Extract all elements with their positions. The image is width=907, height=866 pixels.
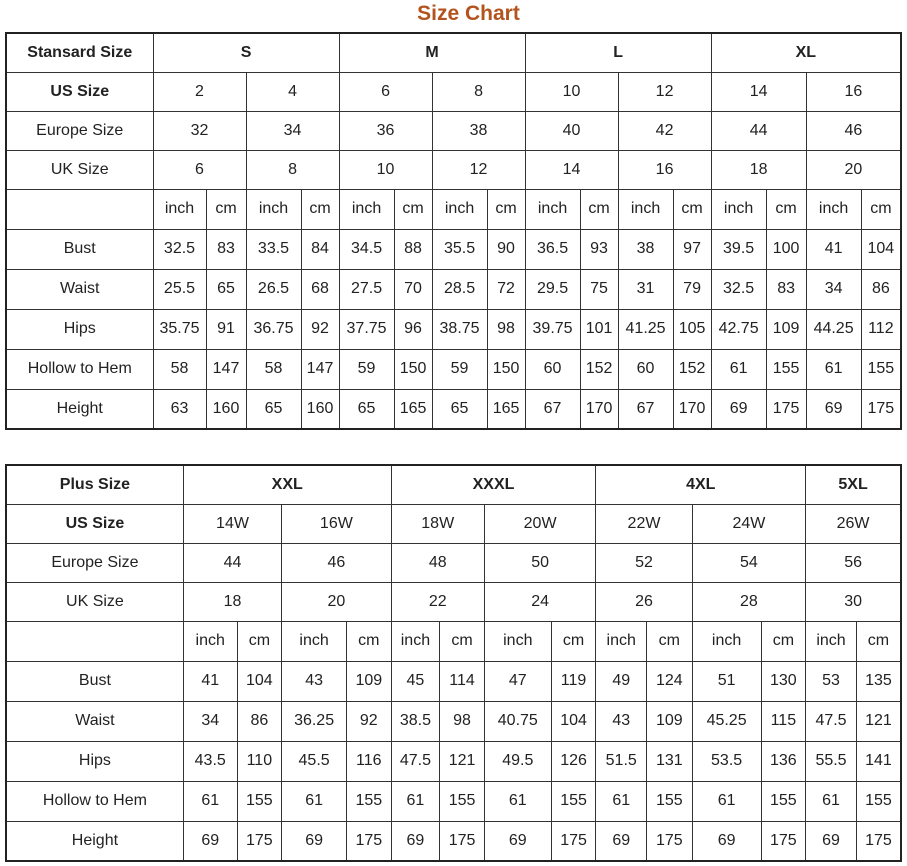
measurement-value: 53 (806, 661, 857, 701)
measurement-value: 175 (347, 821, 392, 861)
size-header-label: Stansard Size (6, 33, 153, 72)
europe-size-row (6, 111, 901, 150)
measurement-row (6, 661, 901, 701)
measurement-value: 60 (618, 349, 673, 389)
unit-cm: cm (766, 189, 806, 229)
measurement-label: Waist (6, 701, 183, 741)
uk-size-value: 8 (246, 150, 339, 189)
unit-row-blank (6, 621, 183, 661)
measurement-value: 38.5 (391, 701, 440, 741)
measurement-value: 69 (596, 821, 647, 861)
measurement-value: 65 (206, 269, 246, 309)
measurement-value: 135 (856, 661, 901, 701)
measurement-value: 124 (647, 661, 693, 701)
measurement-value: 61 (711, 349, 766, 389)
unit-cm: cm (206, 189, 246, 229)
measurement-value: 109 (347, 661, 392, 701)
us-size-value: 10 (525, 72, 618, 111)
measurement-value: 69 (391, 821, 440, 861)
uk-size-value: 28 (692, 582, 806, 621)
unit-cm: cm (440, 621, 485, 661)
measurement-value: 114 (440, 661, 485, 701)
measurement-value: 115 (761, 701, 806, 741)
uk-size-value: 20 (282, 582, 391, 621)
measurement-value: 155 (237, 781, 282, 821)
measurement-value: 152 (580, 349, 618, 389)
measurement-value: 175 (761, 821, 806, 861)
measurement-label: Hollow to Hem (6, 781, 183, 821)
measurement-value: 131 (647, 741, 693, 781)
measurement-value: 61 (806, 781, 857, 821)
europe-size-value: 46 (806, 111, 901, 150)
measurement-value: 29.5 (525, 269, 580, 309)
unit-inch: inch (339, 189, 394, 229)
measurement-value: 121 (440, 741, 485, 781)
measurement-value: 98 (487, 309, 525, 349)
measurement-value: 101 (580, 309, 618, 349)
measurement-value: 155 (347, 781, 392, 821)
measurement-value: 61 (806, 349, 861, 389)
measurement-value: 152 (673, 349, 711, 389)
measurement-value: 61 (391, 781, 440, 821)
measurement-value: 32.5 (153, 229, 206, 269)
measurement-value: 26.5 (246, 269, 301, 309)
size-group-header: M (339, 33, 525, 72)
us-size-value: 16W (282, 504, 391, 543)
measurement-value: 175 (647, 821, 693, 861)
measurement-value: 43 (282, 661, 347, 701)
unit-inch: inch (391, 621, 440, 661)
measurement-label: Bust (6, 229, 153, 269)
measurement-value: 69 (282, 821, 347, 861)
measurement-value: 40.75 (484, 701, 551, 741)
size-group-header: XXL (183, 465, 391, 504)
measurement-value: 61 (183, 781, 237, 821)
measurement-value: 43.5 (183, 741, 237, 781)
measurement-row (6, 781, 901, 821)
measurement-value: 147 (301, 349, 339, 389)
europe-size-value: 54 (692, 543, 806, 582)
us-size-value: 16 (806, 72, 901, 111)
unit-cm: cm (301, 189, 339, 229)
europe-size-value: 56 (806, 543, 901, 582)
measurement-value: 91 (206, 309, 246, 349)
measurement-value: 45.5 (282, 741, 347, 781)
unit-inch: inch (246, 189, 301, 229)
plus-size-table (5, 464, 902, 862)
europe-size-value: 40 (525, 111, 618, 150)
size-group-header: L (525, 33, 711, 72)
measurement-value: 105 (673, 309, 711, 349)
measurement-value: 37.75 (339, 309, 394, 349)
measurement-value: 165 (394, 389, 432, 429)
measurement-value: 97 (673, 229, 711, 269)
measurement-value: 65 (432, 389, 487, 429)
unit-inch: inch (484, 621, 551, 661)
measurement-value: 93 (580, 229, 618, 269)
size-header-row (6, 33, 901, 72)
measurement-value: 39.75 (525, 309, 580, 349)
europe-size-value: 46 (282, 543, 391, 582)
measurement-value: 155 (440, 781, 485, 821)
measurement-value: 45 (391, 661, 440, 701)
measurement-value: 28.5 (432, 269, 487, 309)
us-size-value: 14W (183, 504, 281, 543)
measurement-label: Hollow to Hem (6, 349, 153, 389)
measurement-value: 49 (596, 661, 647, 701)
measurement-value: 155 (761, 781, 806, 821)
measurement-value: 36.25 (282, 701, 347, 741)
measurement-value: 41.25 (618, 309, 673, 349)
measurement-label: Waist (6, 269, 153, 309)
measurement-value: 42.75 (711, 309, 766, 349)
europe-size-value: 42 (618, 111, 711, 150)
measurement-value: 31 (618, 269, 673, 309)
measurement-row (6, 821, 901, 861)
uk-size-label: UK Size (6, 150, 153, 189)
unit-cm: cm (856, 621, 901, 661)
measurement-value: 88 (394, 229, 432, 269)
measurement-value: 121 (856, 701, 901, 741)
measurement-value: 175 (440, 821, 485, 861)
size-header-row (6, 465, 901, 504)
measurement-value: 130 (761, 661, 806, 701)
measurement-value: 69 (692, 821, 761, 861)
measurement-value: 155 (647, 781, 693, 821)
us-size-row (6, 504, 901, 543)
uk-size-value: 22 (391, 582, 484, 621)
measurement-row (6, 741, 901, 781)
unit-inch: inch (183, 621, 237, 661)
measurement-value: 69 (806, 821, 857, 861)
measurement-value: 160 (301, 389, 339, 429)
measurement-value: 175 (856, 821, 901, 861)
measurement-value: 155 (766, 349, 806, 389)
uk-size-value: 14 (525, 150, 618, 189)
measurement-value: 175 (551, 821, 596, 861)
unit-row-blank (6, 189, 153, 229)
measurement-value: 27.5 (339, 269, 394, 309)
us-size-value: 14 (711, 72, 806, 111)
measurement-label: Hips (6, 741, 183, 781)
measurement-value: 83 (766, 269, 806, 309)
unit-row (6, 189, 901, 229)
measurement-value: 69 (711, 389, 766, 429)
measurement-value: 41 (806, 229, 861, 269)
measurement-value: 92 (347, 701, 392, 741)
unit-cm: cm (487, 189, 525, 229)
us-size-label: US Size (6, 504, 183, 543)
us-size-value: 20W (484, 504, 596, 543)
measurement-row (6, 229, 901, 269)
measurement-value: 43 (596, 701, 647, 741)
measurement-value: 84 (301, 229, 339, 269)
measurement-value: 45.25 (692, 701, 761, 741)
measurement-row (6, 701, 901, 741)
europe-size-value: 44 (183, 543, 281, 582)
europe-size-value: 38 (432, 111, 525, 150)
measurement-value: 155 (861, 349, 901, 389)
measurement-value: 175 (766, 389, 806, 429)
measurement-value: 55.5 (806, 741, 857, 781)
unit-inch: inch (711, 189, 766, 229)
measurement-value: 79 (673, 269, 711, 309)
measurement-value: 96 (394, 309, 432, 349)
measurement-value: 38 (618, 229, 673, 269)
measurement-value: 104 (861, 229, 901, 269)
measurement-value: 170 (673, 389, 711, 429)
uk-size-value: 16 (618, 150, 711, 189)
measurement-value: 32.5 (711, 269, 766, 309)
measurement-value: 109 (647, 701, 693, 741)
uk-size-row (6, 150, 901, 189)
us-size-value: 6 (339, 72, 432, 111)
measurement-value: 36.75 (246, 309, 301, 349)
measurement-value: 44.25 (806, 309, 861, 349)
measurement-value: 58 (246, 349, 301, 389)
measurement-value: 65 (246, 389, 301, 429)
us-size-label: US Size (6, 72, 153, 111)
measurement-row (6, 349, 901, 389)
measurement-value: 67 (618, 389, 673, 429)
measurement-row (6, 269, 901, 309)
unit-inch: inch (618, 189, 673, 229)
europe-size-row (6, 543, 901, 582)
page-title: Size Chart (417, 2, 520, 25)
uk-size-value: 12 (432, 150, 525, 189)
unit-cm: cm (580, 189, 618, 229)
us-size-row (6, 72, 901, 111)
measurement-value: 65 (339, 389, 394, 429)
us-size-value: 22W (596, 504, 692, 543)
measurement-value: 51.5 (596, 741, 647, 781)
unit-cm: cm (761, 621, 806, 661)
unit-inch: inch (525, 189, 580, 229)
unit-cm: cm (347, 621, 392, 661)
measurement-value: 59 (432, 349, 487, 389)
measurement-value: 86 (861, 269, 901, 309)
unit-row (6, 621, 901, 661)
measurement-value: 35.5 (432, 229, 487, 269)
measurement-value: 69 (806, 389, 861, 429)
unit-cm: cm (237, 621, 282, 661)
us-size-value: 12 (618, 72, 711, 111)
measurement-value: 58 (153, 349, 206, 389)
measurement-value: 100 (766, 229, 806, 269)
measurement-value: 155 (856, 781, 901, 821)
unit-inch: inch (282, 621, 347, 661)
size-group-header: XXXL (391, 465, 596, 504)
measurement-value: 72 (487, 269, 525, 309)
measurement-value: 34 (183, 701, 237, 741)
uk-size-row (6, 582, 901, 621)
measurement-value: 67 (525, 389, 580, 429)
measurement-value: 165 (487, 389, 525, 429)
uk-size-value: 20 (806, 150, 901, 189)
measurement-value: 109 (766, 309, 806, 349)
measurement-value: 70 (394, 269, 432, 309)
measurement-value: 175 (237, 821, 282, 861)
measurement-value: 83 (206, 229, 246, 269)
us-size-value: 8 (432, 72, 525, 111)
unit-cm: cm (861, 189, 901, 229)
unit-inch: inch (692, 621, 761, 661)
measurement-label: Bust (6, 661, 183, 701)
uk-size-value: 18 (711, 150, 806, 189)
measurement-value: 60 (525, 349, 580, 389)
measurement-value: 98 (440, 701, 485, 741)
measurement-value: 47.5 (806, 701, 857, 741)
measurement-value: 61 (596, 781, 647, 821)
measurement-value: 49.5 (484, 741, 551, 781)
measurement-value: 119 (551, 661, 596, 701)
measurement-value: 61 (484, 781, 551, 821)
measurement-value: 25.5 (153, 269, 206, 309)
measurement-value: 36.5 (525, 229, 580, 269)
uk-size-value: 24 (484, 582, 596, 621)
europe-size-label: Europe Size (6, 543, 183, 582)
uk-size-value: 10 (339, 150, 432, 189)
measurement-label: Hips (6, 309, 153, 349)
measurement-value: 116 (347, 741, 392, 781)
measurement-value: 92 (301, 309, 339, 349)
unit-cm: cm (647, 621, 693, 661)
europe-size-value: 50 (484, 543, 596, 582)
size-group-header: 5XL (806, 465, 901, 504)
europe-size-value: 48 (391, 543, 484, 582)
measurement-value: 47 (484, 661, 551, 701)
measurement-value: 155 (551, 781, 596, 821)
measurement-value: 104 (237, 661, 282, 701)
measurement-value: 160 (206, 389, 246, 429)
us-size-value: 26W (806, 504, 901, 543)
size-group-header: 4XL (596, 465, 806, 504)
us-size-value: 24W (692, 504, 806, 543)
measurement-value: 175 (861, 389, 901, 429)
us-size-value: 2 (153, 72, 246, 111)
measurement-value: 112 (861, 309, 901, 349)
measurement-value: 170 (580, 389, 618, 429)
measurement-value: 69 (183, 821, 237, 861)
measurement-value: 150 (487, 349, 525, 389)
standard-size-table (5, 32, 902, 430)
measurement-label: Height (6, 389, 153, 429)
measurement-value: 34 (806, 269, 861, 309)
size-header-label: Plus Size (6, 465, 183, 504)
measurement-value: 41 (183, 661, 237, 701)
measurement-value: 141 (856, 741, 901, 781)
measurement-value: 126 (551, 741, 596, 781)
measurement-value: 69 (484, 821, 551, 861)
measurement-value: 68 (301, 269, 339, 309)
measurement-value: 150 (394, 349, 432, 389)
measurement-value: 34.5 (339, 229, 394, 269)
measurement-value: 104 (551, 701, 596, 741)
measurement-value: 59 (339, 349, 394, 389)
measurement-value: 53.5 (692, 741, 761, 781)
unit-inch: inch (153, 189, 206, 229)
measurement-row (6, 309, 901, 349)
unit-cm: cm (673, 189, 711, 229)
measurement-row (6, 389, 901, 429)
uk-size-label: UK Size (6, 582, 183, 621)
measurement-value: 33.5 (246, 229, 301, 269)
uk-size-value: 30 (806, 582, 901, 621)
unit-inch: inch (806, 621, 857, 661)
unit-cm: cm (394, 189, 432, 229)
measurement-value: 39.5 (711, 229, 766, 269)
unit-inch: inch (432, 189, 487, 229)
us-size-value: 4 (246, 72, 339, 111)
measurement-value: 35.75 (153, 309, 206, 349)
unit-inch: inch (806, 189, 861, 229)
unit-inch: inch (596, 621, 647, 661)
uk-size-value: 18 (183, 582, 281, 621)
europe-size-value: 36 (339, 111, 432, 150)
measurement-value: 38.75 (432, 309, 487, 349)
europe-size-value: 32 (153, 111, 246, 150)
uk-size-value: 26 (596, 582, 692, 621)
measurement-label: Height (6, 821, 183, 861)
measurement-value: 90 (487, 229, 525, 269)
size-group-header: XL (711, 33, 901, 72)
europe-size-value: 44 (711, 111, 806, 150)
measurement-value: 61 (692, 781, 761, 821)
measurement-value: 75 (580, 269, 618, 309)
uk-size-value: 6 (153, 150, 246, 189)
measurement-value: 63 (153, 389, 206, 429)
measurement-value: 110 (237, 741, 282, 781)
unit-cm: cm (551, 621, 596, 661)
us-size-value: 18W (391, 504, 484, 543)
size-group-header: S (153, 33, 339, 72)
europe-size-label: Europe Size (6, 111, 153, 150)
europe-size-value: 34 (246, 111, 339, 150)
measurement-value: 136 (761, 741, 806, 781)
measurement-value: 86 (237, 701, 282, 741)
measurement-value: 61 (282, 781, 347, 821)
measurement-value: 51 (692, 661, 761, 701)
measurement-value: 147 (206, 349, 246, 389)
measurement-value: 47.5 (391, 741, 440, 781)
europe-size-value: 52 (596, 543, 692, 582)
